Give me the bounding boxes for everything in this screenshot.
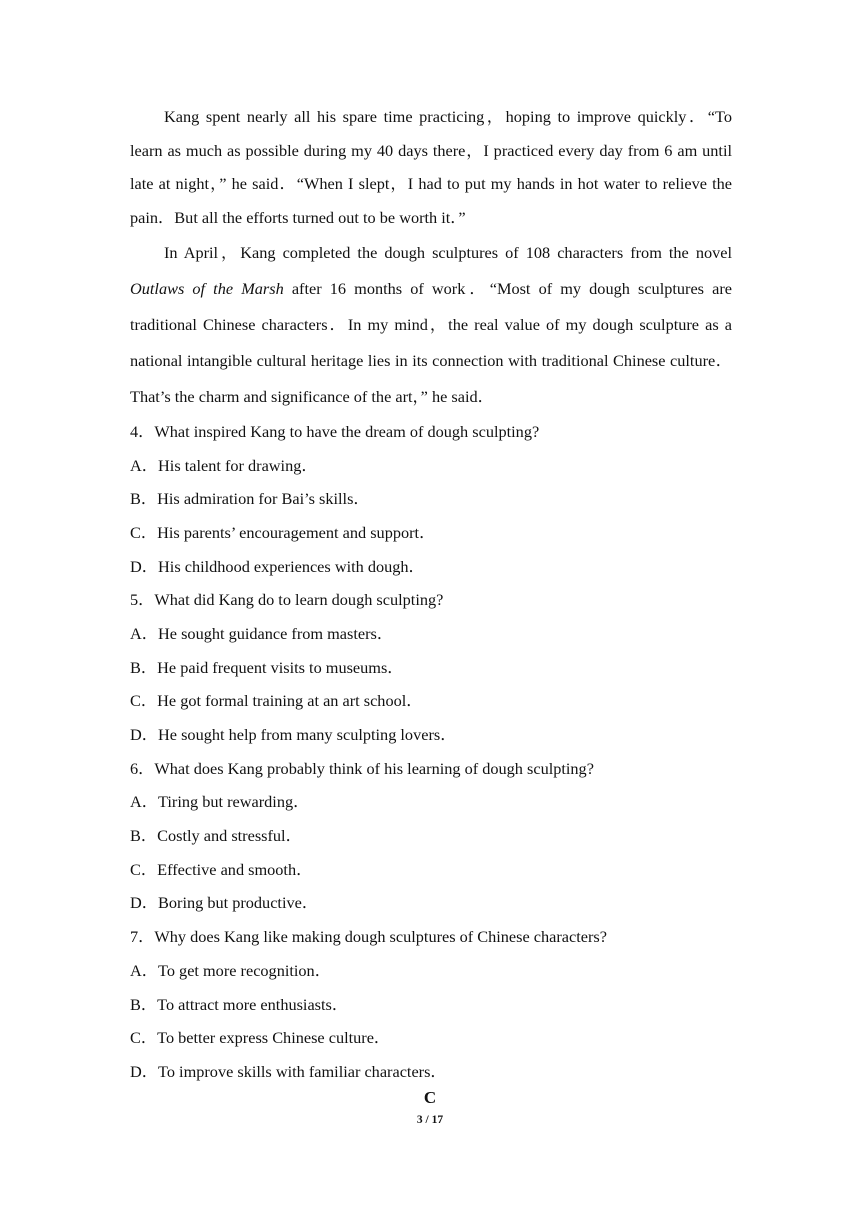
answer-option: C．He got formal training at an art school．: [130, 691, 423, 711]
answer-option: B．To attract more enthusiasts．: [130, 994, 349, 1014]
answer-option: D．His childhood experiences with dough．: [130, 556, 425, 576]
answer-option: A．Tiring but rewarding．: [130, 792, 310, 812]
paragraph-2-text-end: after 16 months of work．“Most of my dough sculptures are traditional Chinese characters．In my mind，the real value of my dough sculpture as a national intangible cultural heritage lies in its connection with traditional Chinese culture．That’s the charm and significance of the art，” he said．: [130, 278, 732, 406]
answer-option: A．To get more recognition．: [130, 960, 331, 980]
answer-option: B．His admiration for Bai’s skills．: [130, 489, 370, 509]
novel-title: Outlaws of the Marsh: [130, 278, 284, 298]
question-6: [130, 752, 732, 920]
answer-option: A．He sought guidance from masters．: [130, 623, 394, 643]
answer-option: B．Costly and stressful．: [130, 826, 302, 846]
passage-paragraph-2: [130, 235, 732, 415]
paragraph-2-text-start: In April，Kang completed the dough sculptures of 108 characters from the novel: [164, 242, 732, 262]
question-stem: 7．Why does Kang like making dough sculptures of Chinese characters?: [130, 927, 607, 947]
passage-paragraph-1: Kang spent nearly all his spare time practicing，hoping to improve quickly．“To learn as much as possible during my 40 days there，I practiced every day from 6 am until late at night，” he said．“When I slept，I had to put my hands in hot water to relieve the pain．But all the efforts turned out to be worth it．”: [130, 107, 732, 228]
answer-option: B．He paid frequent visits to museums．: [130, 657, 404, 677]
answer-option: A．His talent for drawing．: [130, 455, 318, 475]
document-page: [130, 100, 732, 1089]
answer-option: C．To better express Chinese culture．: [130, 1028, 391, 1048]
question-7: [130, 920, 732, 1088]
question-4: [130, 415, 732, 583]
answer-option: D．To improve skills with familiar characters．: [130, 1061, 447, 1081]
question-5: [130, 583, 732, 751]
answer-option: C．Effective and smooth．: [130, 859, 313, 879]
question-stem: 4．What inspired Kang to have the dream of dough sculpting?: [130, 421, 540, 441]
answer-option: D．Boring but productive．: [130, 893, 319, 913]
section-heading: C: [423, 1088, 437, 1107]
answer-option: C．His parents’ encouragement and support．: [130, 522, 436, 542]
answer-option: D．He sought help from many sculpting lovers．: [130, 725, 457, 744]
question-stem: 6．What does Kang probably think of his learning of dough sculpting?: [130, 758, 594, 778]
question-stem: 5．What did Kang do to learn dough sculpting?: [130, 590, 444, 610]
page-number: 3 / 17: [416, 1114, 444, 1126]
